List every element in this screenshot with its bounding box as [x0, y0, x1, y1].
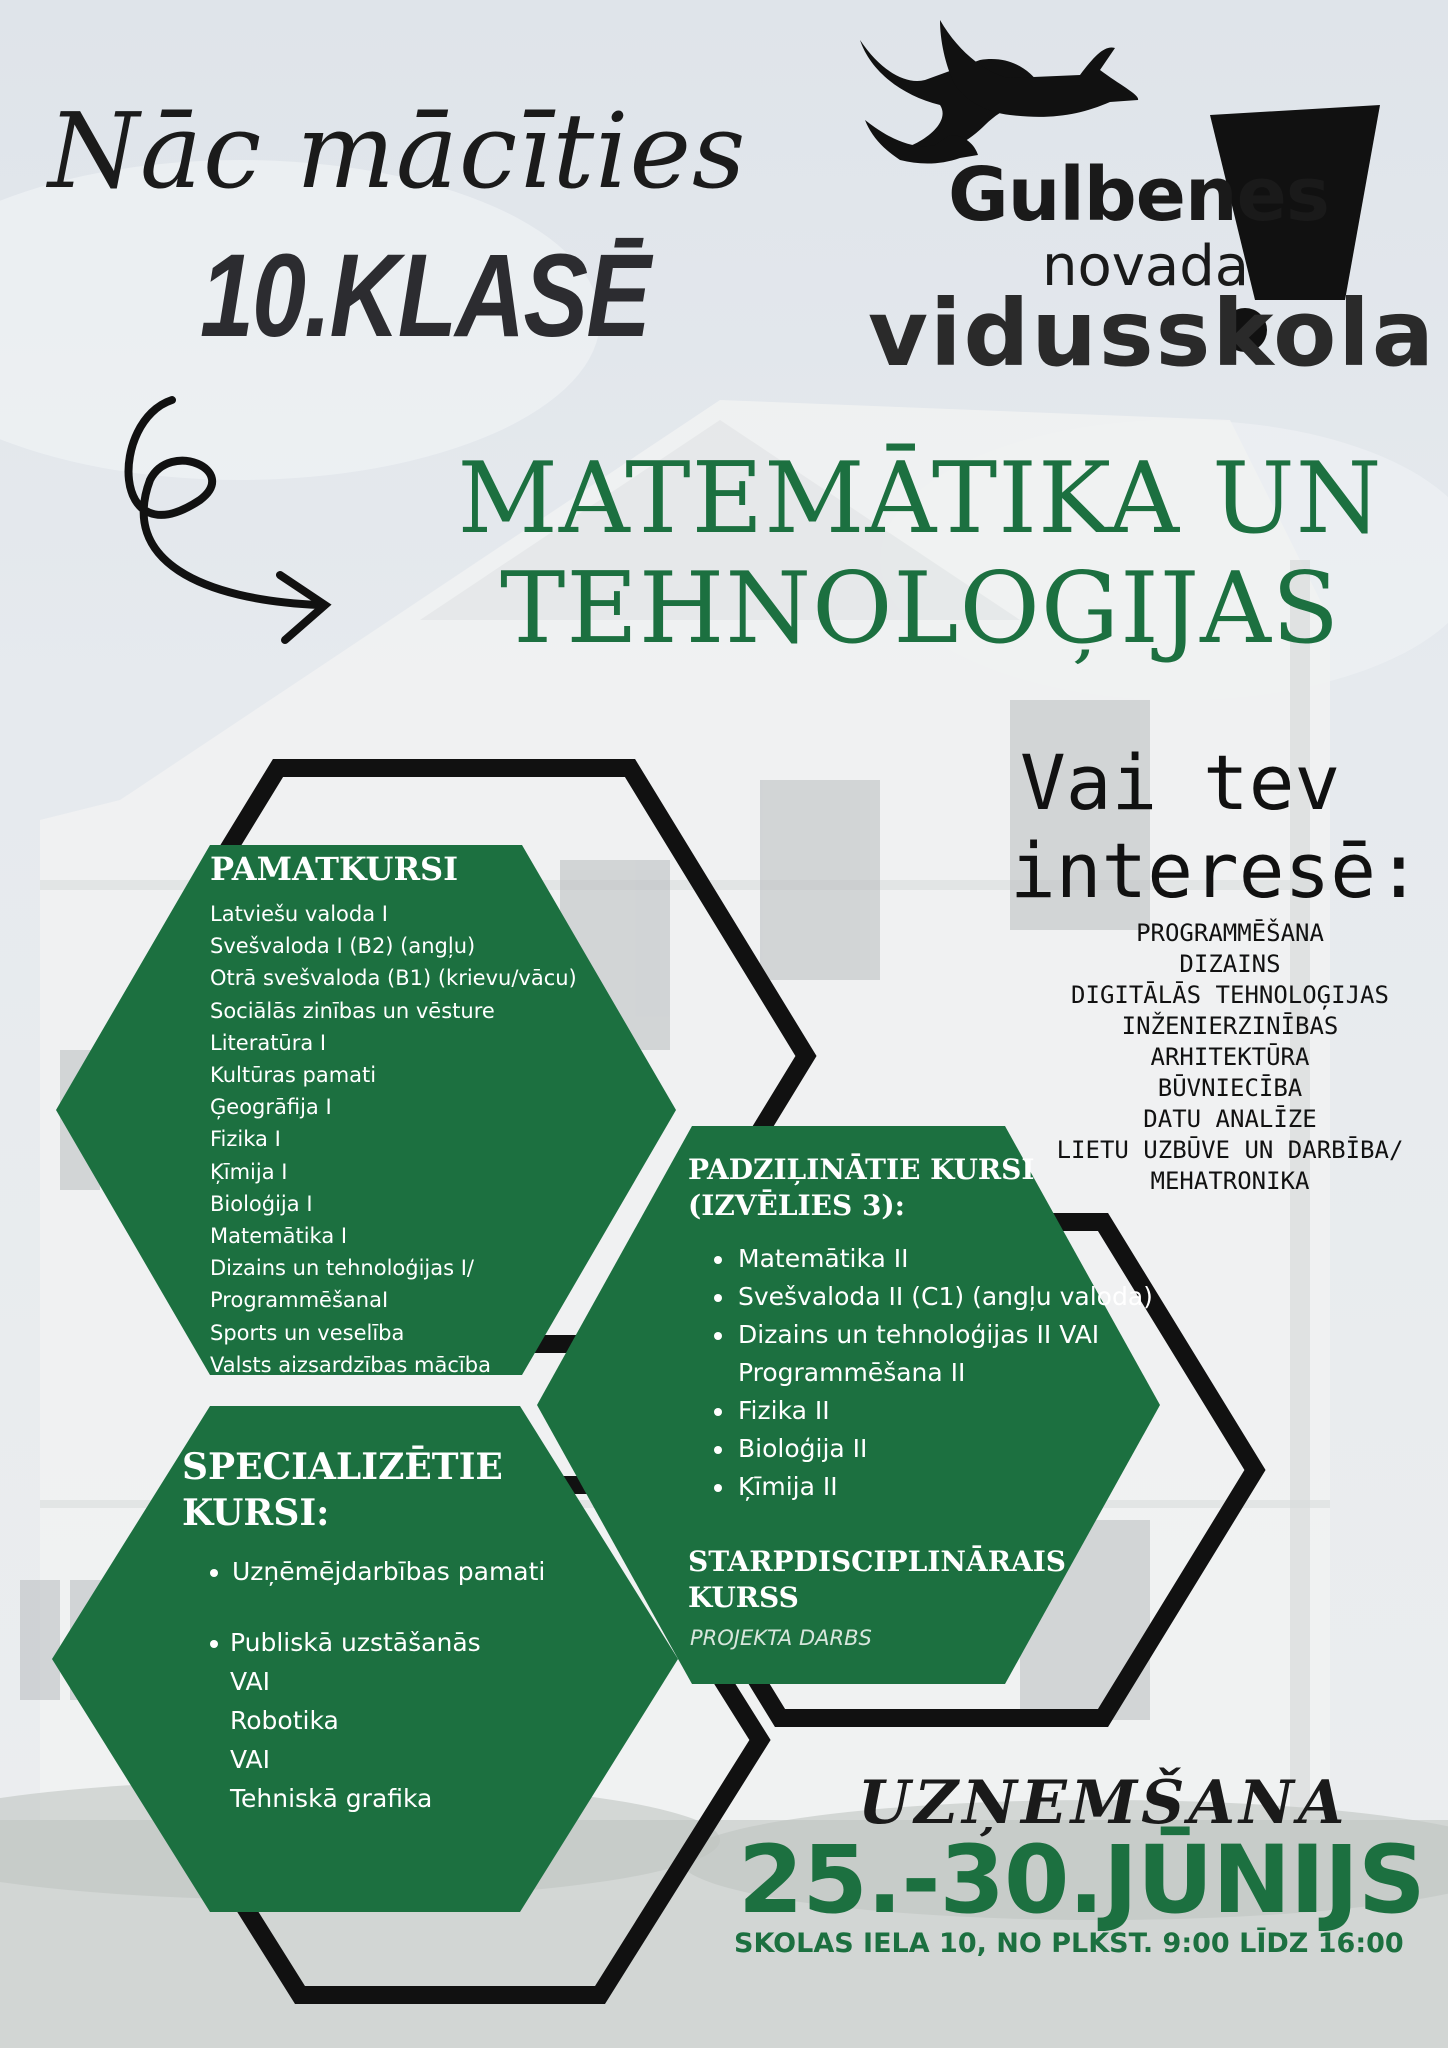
- logo-line-vidusskola: vidusskola: [868, 280, 1436, 387]
- interests-heading-line2: interesē:: [1010, 826, 1422, 915]
- course-item: Otrā svešvaloda (B1) (krievu/vācu): [210, 966, 577, 991]
- specialized-courses-list: [202, 1552, 572, 1818]
- course-item: ProgrammēšanaI: [210, 1288, 389, 1313]
- advanced-courses-title: [688, 1152, 1048, 1224]
- basic-courses-title: PAMATKURSI: [210, 850, 459, 888]
- course-option: • Publiskā uzstāšanās: [230, 1628, 481, 1657]
- interests-list: [1000, 918, 1448, 1197]
- interest-item: LIETU UZBŪVE UN DARBĪBA/: [1056, 1136, 1404, 1164]
- grade-title: 10.KLASĒ: [200, 230, 650, 362]
- specialized-courses-title: [182, 1444, 503, 1536]
- headline-script: Nāc mācīties: [48, 90, 747, 212]
- interest-item: INŽENIERZINĪBAS: [1121, 1012, 1339, 1040]
- interdisciplinary-title-line1: STARPDISCIPLINĀRAIS: [688, 1545, 1067, 1578]
- interest-item: MEHATRONIKA: [1150, 1167, 1310, 1195]
- admission-dates: 25.-30.JŪNIJS: [738, 1826, 1425, 1935]
- course-option: Robotika: [230, 1706, 339, 1735]
- program-title-line1: MATEMĀTIKA UN: [457, 442, 1383, 556]
- course-item: Dizains un tehnoloģijas I/: [210, 1256, 475, 1281]
- curly-arrow-icon: [129, 400, 325, 640]
- program-title-line2: TEHNOLOĢIJAS: [499, 552, 1341, 666]
- course-item: Sociālās zinības un vēsture: [210, 998, 495, 1023]
- course-item: Kultūras pamati: [210, 1063, 377, 1088]
- logo-line-gulbenes: Gulbenes: [948, 152, 1329, 238]
- course-item: Ģeogrāfija I: [210, 1095, 332, 1120]
- interest-item: BŪVNIECĪBA: [1157, 1074, 1303, 1102]
- course-item: Valsts aizsardzības mācība: [210, 1352, 491, 1377]
- course-item: • Uzņēmējdarbības pamati: [232, 1552, 572, 1591]
- admission-address: SKOLAS IELA 10, NO PLKST. 9:00 LĪDZ 16:00: [734, 1928, 1404, 1959]
- course-item: Svešvaloda I (B2) (angļu): [210, 934, 476, 959]
- interests-heading-line1: Vai tev: [1020, 738, 1341, 827]
- advanced-courses-title-line2: (IZVĒLIES 3):: [688, 1189, 906, 1222]
- interest-item: DIGITĀLĀS TEHNOLOĢIJAS: [1071, 981, 1389, 1009]
- interdisciplinary-course-title: [688, 1544, 1066, 1616]
- course-item: Literatūra I: [210, 1030, 327, 1055]
- advanced-courses-list: [706, 1240, 1156, 1506]
- course-item: • Bioloģija II: [736, 1430, 1156, 1468]
- option-separator: VAI: [230, 1745, 270, 1774]
- course-item: • Ķīmija II: [736, 1468, 1156, 1506]
- admission-label: UZŅEMŠANA: [858, 1768, 1349, 1838]
- course-option: Tehniskā grafika: [230, 1784, 433, 1813]
- interest-item: PROGRAMMĒŠANA: [1136, 919, 1324, 947]
- course-item: • Svešvaloda II (C1) (angļu valoda): [736, 1278, 1156, 1316]
- course-item: Fizika I: [210, 1127, 281, 1152]
- course-item: Bioloģija I: [210, 1191, 313, 1216]
- course-item: Latviešu valoda I: [210, 902, 388, 926]
- course-item: • Matemātika II: [736, 1240, 1156, 1278]
- specialized-title-line2: KURSI:: [182, 1492, 330, 1534]
- advanced-courses-title-line1: PADZIĻINĀTIE KURSI: [688, 1153, 1035, 1186]
- course-item-options: [232, 1623, 572, 1818]
- interest-item: DIZAINS: [1179, 950, 1281, 978]
- logo-line-novada: novada: [1042, 234, 1250, 299]
- course-item: • Fizika II: [736, 1392, 1156, 1430]
- interdisciplinary-title-line2: KURSS: [688, 1581, 799, 1614]
- course-item: • Dizains un tehnoloģijas II VAI Programmēšana II: [736, 1316, 1156, 1392]
- course-item: Sports un veselība: [210, 1320, 405, 1345]
- basic-courses-list: [210, 898, 577, 1381]
- interest-item: DATU ANALĪZE: [1143, 1105, 1317, 1133]
- specialized-title-line1: SPECIALIZĒTIE: [182, 1446, 503, 1488]
- interdisciplinary-course-item: PROJEKTA DARBS: [690, 1626, 872, 1650]
- interest-item: ARHITEKTŪRA: [1150, 1043, 1310, 1071]
- flying-swans-icon: [860, 20, 1138, 164]
- course-item: Matemātika I: [210, 1224, 348, 1249]
- course-item: Ķīmija I: [210, 1159, 288, 1184]
- option-separator: VAI: [230, 1667, 270, 1696]
